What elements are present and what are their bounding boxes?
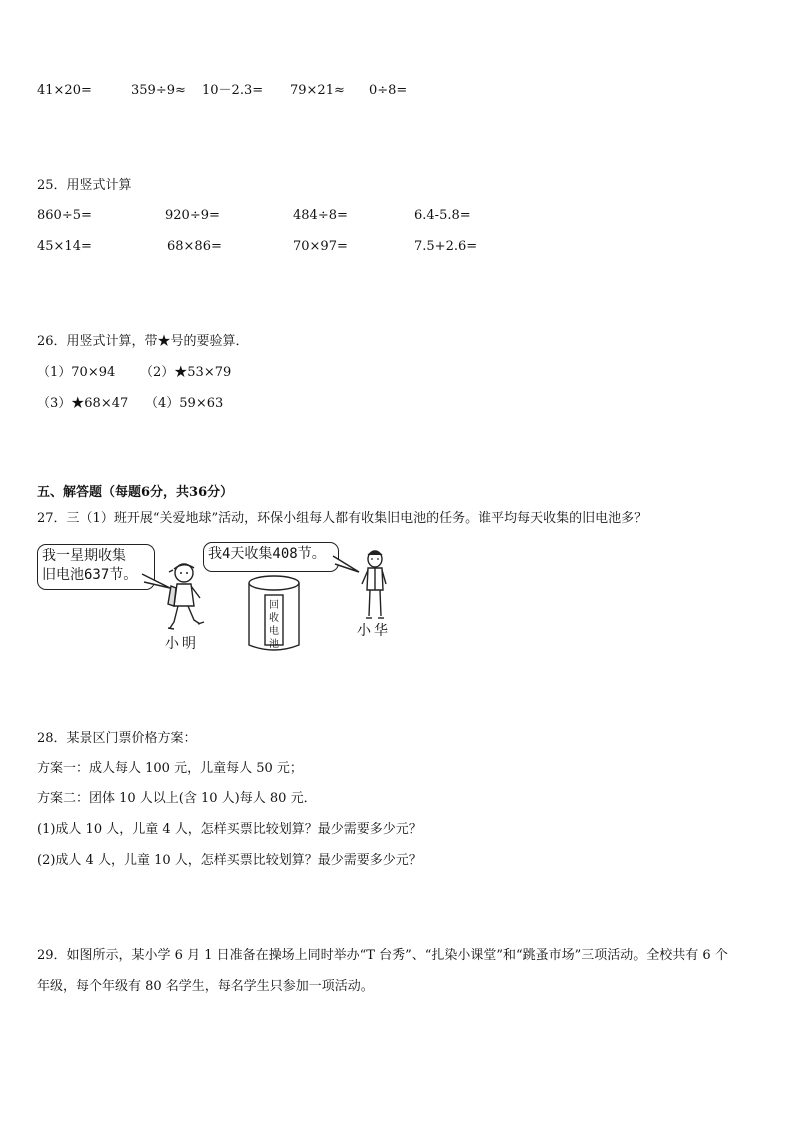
problem: 920÷9= (165, 208, 220, 223)
problem: 7.5+2.6= (414, 239, 478, 254)
section-heading: 五、解答题（每题6分，共36分） (37, 485, 234, 500)
q25-title: 25．用竖式计算 (37, 178, 132, 193)
problem: 359÷9≈ (131, 83, 186, 98)
q29-line2: 年级，每个年级有 80 名学生，每名学生只参加一项活动。 (37, 979, 374, 994)
problem: （4）59×63 (145, 396, 224, 411)
problem: （2）★53×79 (140, 365, 232, 380)
problem: 68×86= (167, 239, 222, 254)
bubble-line: 我4天收集408节。 (208, 546, 326, 562)
q29-line1: 29．如图所示，某小学 6 月 1 日准备在操场上同时举办“T 台秀”、“扎染小课堂”和“跳蚤市场”三项活动。全校共有 6 个 (37, 948, 728, 963)
q28-sub2: (2)成人 4 人，儿童 10 人，怎样买票比较划算？最少需要多少元？ (37, 853, 422, 868)
boy-xiaoming-icon (160, 562, 210, 634)
problem: 484÷8= (293, 208, 348, 223)
boy-xiaohua-icon (355, 550, 395, 626)
name-xiaohua: 小华 (357, 623, 391, 639)
problem: 10－2.3= (202, 83, 264, 98)
problem: （3）★68×47 (37, 396, 129, 411)
problem: 860÷5= (37, 208, 92, 223)
q28-sub1: (1)成人 10 人，儿童 4 人，怎样买票比较划算？最少需要多少元？ (37, 822, 422, 837)
q26-title: 26．用竖式计算，带★号的要验算． (37, 334, 249, 349)
q28-plan1: 方案一：成人每人 100 元，儿童每人 50 元； (37, 761, 303, 776)
speech-bubble-right (203, 542, 339, 572)
problem: （1）70×94 (37, 365, 116, 380)
bubble-line: 我一星期收集 (42, 548, 126, 564)
q28-plan2: 方案二：团体 10 人以上(含 10 人)每人 80 元． (37, 791, 317, 806)
bin-label: 回 收 电 池 (269, 600, 279, 650)
problem: 70×97= (293, 239, 348, 254)
speech-bubble-left (37, 544, 155, 590)
problem: 6.4-5.8= (414, 208, 471, 223)
name-xiaoming: 小明 (165, 636, 199, 652)
q28-title: 28．某景区门票价格方案： (37, 731, 197, 746)
q27-text: 27．三（1）班开展“关爱地球”活动，环保小组每人都有收集旧电池的任务。谁平均每天收集的旧电池多？ (37, 511, 648, 526)
problem: 79×21≈ (290, 83, 345, 98)
bubble-line: 旧电池637节。 (42, 567, 138, 583)
problem: 45×14= (37, 239, 92, 254)
problem: 41×20= (37, 83, 92, 98)
problem: 0÷8= (369, 83, 408, 98)
